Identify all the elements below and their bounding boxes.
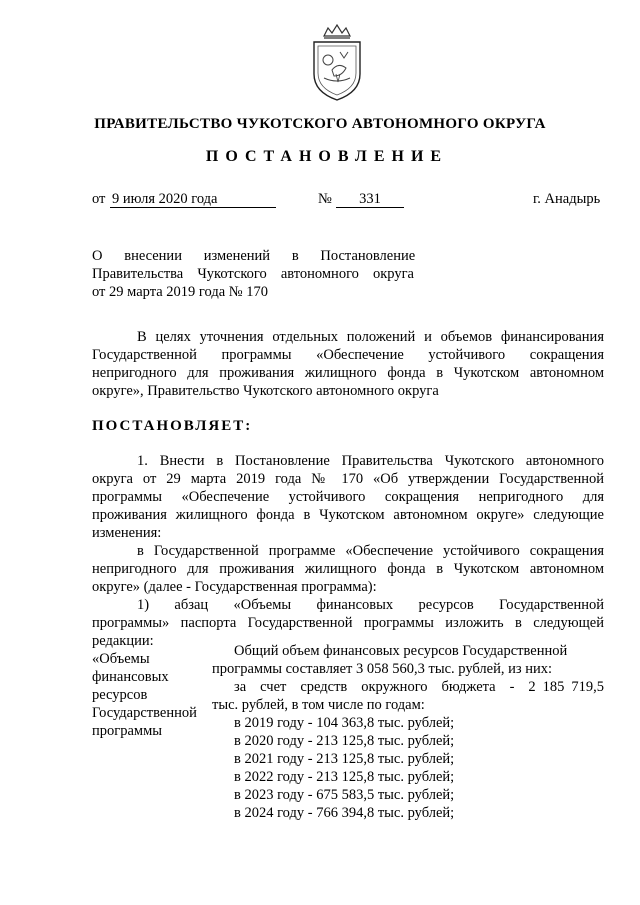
preamble-line: непригодного для проживания жилищного фонда в Чукотском автономном	[92, 365, 604, 381]
subject-line: Правительства Чукотского автономного округа	[92, 266, 414, 282]
preamble-line: округе», Правительство Чукотского автономного округа	[92, 383, 439, 399]
date-prefix: от	[92, 191, 106, 207]
document-date: 9 июля 2020 года	[110, 191, 276, 208]
value-line: в 2020 году - 213 125,8 тыс. рублей;	[234, 733, 455, 749]
value-line: в 2019 году - 104 363,8 тыс. рублей;	[234, 715, 455, 731]
document-number: 331	[336, 191, 404, 208]
body-line: проживания жилищного фонда в Чукотском автономном округе» следующие	[92, 507, 604, 523]
body-line: округа от 29 марта 2019 года № 170 «Об утверждении Государственной	[92, 471, 604, 487]
document-type: ПОСТАНОВЛЕНИЕ	[205, 148, 449, 165]
label-line: финансовых	[92, 669, 169, 685]
preamble-paragraph	[92, 328, 604, 400]
resolves-heading: ПОСТАНОВЛЯЕТ:	[92, 418, 253, 434]
number-prefix: №	[318, 191, 332, 207]
body-line: 1. Внести в Постановление Правительства Чукотского автономного	[137, 453, 604, 469]
coat-of-arms-emblem	[302, 22, 372, 104]
body-line: программы» паспорта Государственной программы изложить в следующей	[92, 615, 604, 631]
body-line: 1) абзац «Объемы финансовых ресурсов Государственной	[137, 597, 604, 613]
preamble-line: В целях уточнения отдельных положений и объемов финансирования	[137, 329, 604, 345]
body-line: редакции:	[92, 633, 154, 649]
preamble-line: Государственной программы «Обеспечение устойчивого сокращения	[92, 347, 604, 363]
table-label-cell	[92, 650, 208, 740]
table-value-cell	[212, 642, 604, 822]
value-line: Общий объем финансовых ресурсов Государственной	[234, 643, 568, 659]
decree-subject	[92, 247, 414, 301]
value-line: в 2024 году - 766 394,8 тыс. рублей;	[234, 805, 455, 821]
value-line: в 2023 году - 675 583,5 тыс. рублей;	[234, 787, 455, 803]
label-line: программы	[92, 723, 162, 739]
body-line: изменения:	[92, 525, 162, 541]
government-name: ПРАВИТЕЛЬСТВО ЧУКОТСКОГО АВТОНОМНОГО ОКРУГА	[94, 116, 546, 132]
value-line: за счет средств окружного бюджета - 2 185 719,5	[234, 679, 604, 695]
subject-line: О внесении изменений в Постановление	[92, 248, 416, 264]
subject-line: от 29 марта 2019 года № 170	[92, 284, 268, 300]
body-line: округе» (далее - Государственная программа):	[92, 579, 377, 595]
value-line: в 2021 году - 213 125,8 тыс. рублей;	[234, 751, 455, 767]
value-line: в 2022 году - 213 125,8 тыс. рублей;	[234, 769, 455, 785]
label-line: «Объемы	[92, 651, 150, 667]
label-line: Государственной	[92, 705, 197, 721]
body-line: программы «Обеспечение устойчивого сокращения непригодного для	[92, 489, 604, 505]
body-line: в Государственной программе «Обеспечение устойчивого сокращения	[137, 543, 604, 559]
city: г. Анадырь	[533, 191, 601, 207]
value-line: тыс. рублей, в том числе по годам:	[212, 697, 425, 713]
label-line: ресурсов	[92, 687, 148, 703]
value-line: программы составляет 3 058 560,3 тыс. рублей, из них:	[212, 661, 552, 677]
body-line: непригодного для проживания жилищного фонда в Чукотском автономном	[92, 561, 604, 577]
body-paragraphs	[92, 452, 604, 650]
